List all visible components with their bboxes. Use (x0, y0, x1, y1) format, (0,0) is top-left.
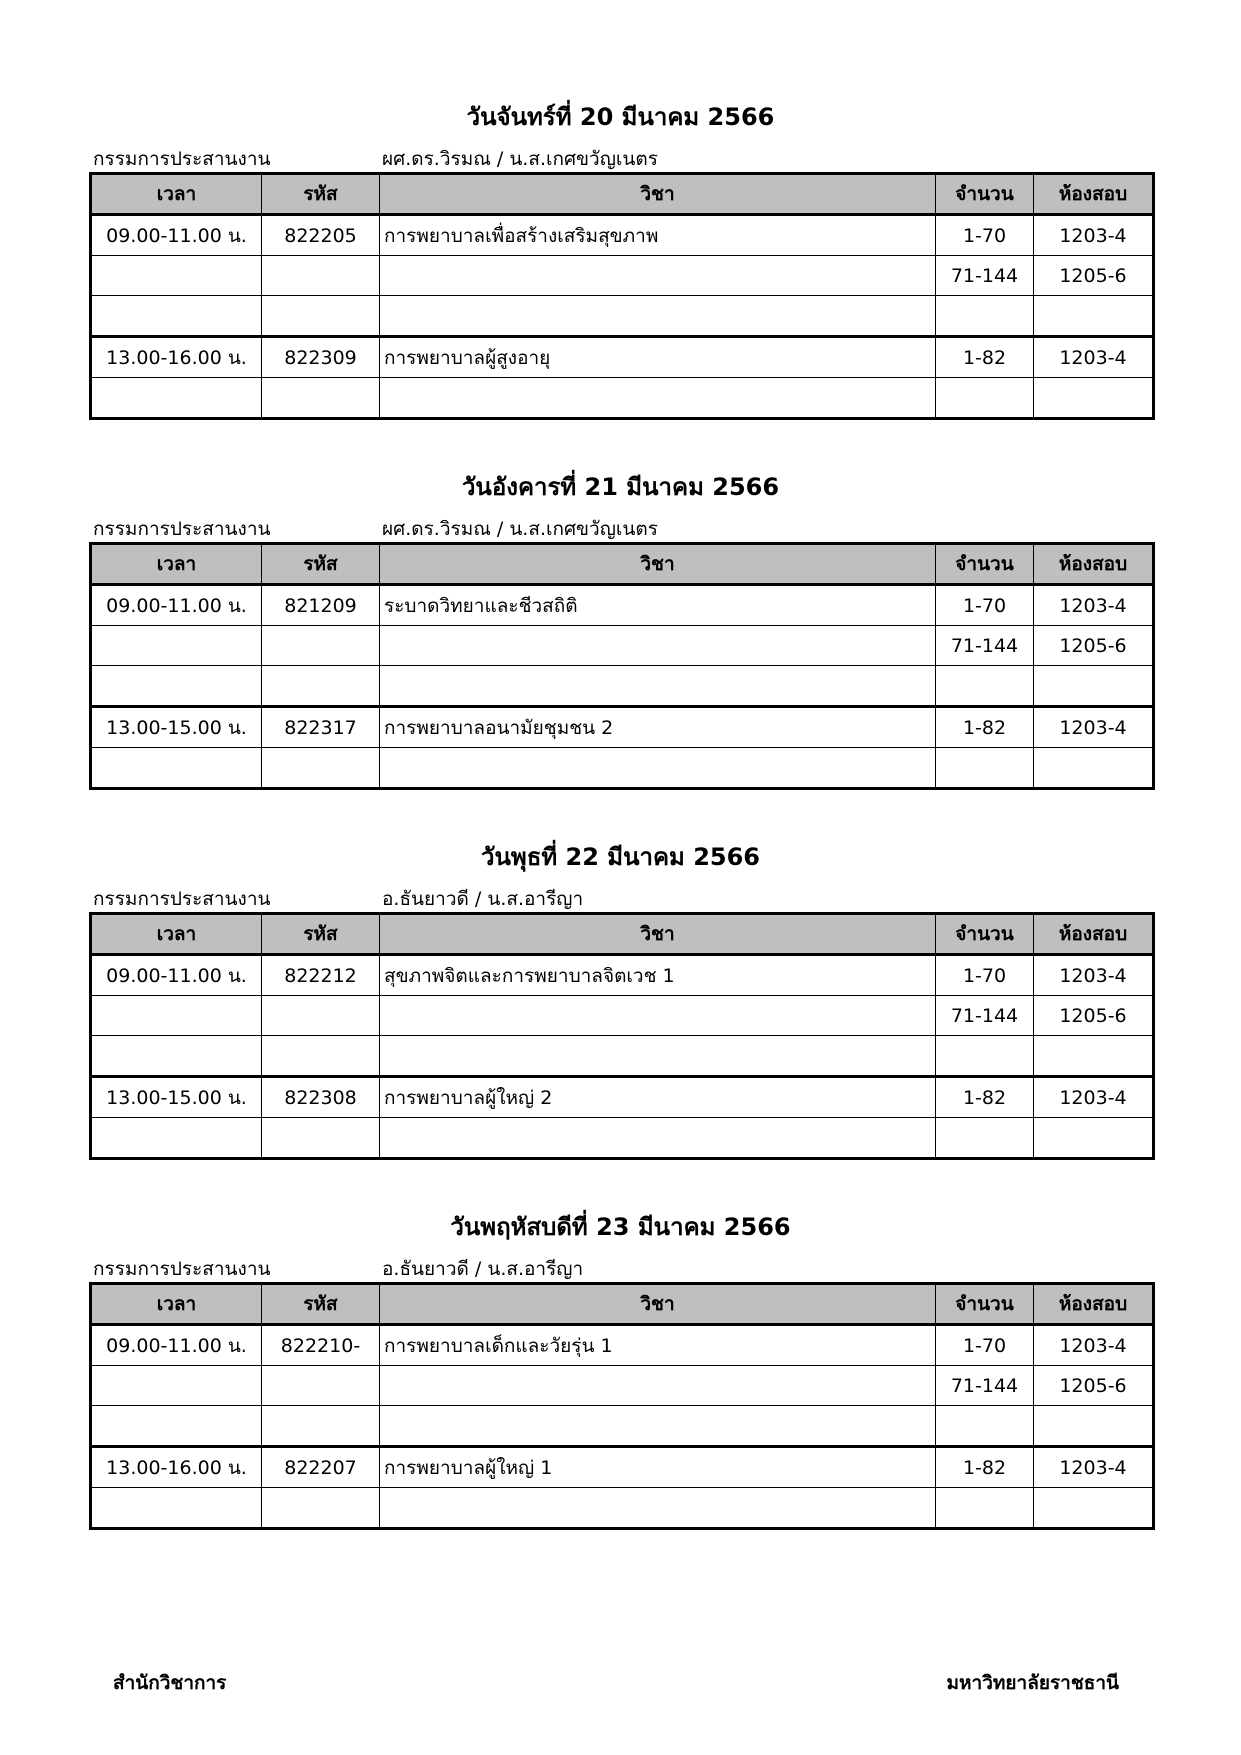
header-subject: วิชา (380, 174, 936, 215)
table-row (91, 626, 1154, 666)
cell-time: 09.00-11.00 น. (91, 1325, 262, 1366)
cell-code: 822210- (262, 1325, 380, 1366)
cell-room (1034, 1488, 1154, 1529)
cell-count: 1-70 (936, 1325, 1034, 1366)
coordinator-label: กรรมการประสานงาน (93, 148, 271, 170)
coordinator-label: กรรมการประสานงาน (93, 888, 271, 910)
header-time: เวลา (91, 544, 262, 585)
day-title: วันจันทร์ที่ 20 มีนาคม 2566 (466, 103, 775, 131)
cell-subject (380, 1036, 936, 1077)
cell-count: 1-82 (936, 1447, 1034, 1488)
cell-time (91, 1406, 262, 1447)
cell-subject: การพยาบาลเพื่อสร้างเสริมสุขภาพ (380, 215, 936, 256)
cell-code (262, 256, 380, 296)
cell-count (936, 1406, 1034, 1447)
exam-table (89, 542, 1155, 790)
cell-code (262, 748, 380, 789)
table-row (91, 748, 1154, 789)
footer-office: สำนักวิชาการ (113, 1672, 227, 1694)
cell-room: 1205-6 (1034, 996, 1154, 1036)
cell-subject (380, 296, 936, 337)
cell-count: 1-70 (936, 215, 1034, 256)
coordinator-line (89, 878, 1152, 912)
cell-time: 09.00-11.00 น. (91, 585, 262, 626)
cell-code (262, 378, 380, 419)
cell-code (262, 1036, 380, 1077)
table-header-row (91, 914, 1154, 955)
cell-time (91, 378, 262, 419)
cell-time: 09.00-11.00 น. (91, 215, 262, 256)
day-title: วันพฤหัสบดีที่ 23 มีนาคม 2566 (450, 1213, 791, 1241)
table-row (91, 1036, 1154, 1077)
header-code: รหัส (262, 544, 380, 585)
cell-room: 1203-4 (1034, 955, 1154, 996)
cell-room (1034, 296, 1154, 337)
header-room: ห้องสอบ (1034, 544, 1154, 585)
header-room: ห้องสอบ (1034, 914, 1154, 955)
cell-subject: การพยาบาลผู้ใหญ่ 2 (380, 1077, 936, 1118)
cell-code (262, 1118, 380, 1159)
cell-subject: ระบาดวิทยาและชีวสถิติ (380, 585, 936, 626)
cell-room (1034, 1118, 1154, 1159)
cell-count (936, 1036, 1034, 1077)
cell-count (936, 1118, 1034, 1159)
cell-time: 13.00-16.00 น. (91, 337, 262, 378)
cell-room (1034, 378, 1154, 419)
day-schedule (89, 96, 1152, 420)
cell-count: 1-70 (936, 955, 1034, 996)
header-count: จำนวน (936, 174, 1034, 215)
coordinator-names: อ.ธันยาวดี / น.ส.อารีญา (382, 1258, 584, 1280)
cell-room: 1205-6 (1034, 626, 1154, 666)
exam-table (89, 1282, 1155, 1530)
table-row (91, 296, 1154, 337)
cell-subject (380, 996, 936, 1036)
table-row (91, 215, 1154, 256)
coordinator-line (89, 1248, 1152, 1282)
coordinator-names: อ.ธันยาวดี / น.ส.อารีญา (382, 888, 584, 910)
cell-subject: การพยาบาลผู้สูงอายุ (380, 337, 936, 378)
coordinator-label: กรรมการประสานงาน (93, 1258, 271, 1280)
cell-code: 821209 (262, 585, 380, 626)
cell-code (262, 996, 380, 1036)
cell-room: 1203-4 (1034, 215, 1154, 256)
cell-code: 822207 (262, 1447, 380, 1488)
cell-count (936, 748, 1034, 789)
cell-time: 09.00-11.00 น. (91, 955, 262, 996)
cell-count: 1-82 (936, 337, 1034, 378)
cell-time: 13.00-16.00 น. (91, 1447, 262, 1488)
cell-code: 822317 (262, 707, 380, 748)
table-row (91, 585, 1154, 626)
cell-time (91, 1488, 262, 1529)
day-title: วันอังคารที่ 21 มีนาคม 2566 (461, 473, 780, 501)
cell-code (262, 626, 380, 666)
header-code: รหัส (262, 914, 380, 955)
table-row (91, 996, 1154, 1036)
table-header-row (91, 544, 1154, 585)
cell-code (262, 296, 380, 337)
cell-count: 1-70 (936, 585, 1034, 626)
cell-time (91, 748, 262, 789)
cell-room (1034, 666, 1154, 707)
header-subject: วิชา (380, 914, 936, 955)
cell-code: 822212 (262, 955, 380, 996)
table-row (91, 666, 1154, 707)
cell-code (262, 1406, 380, 1447)
exam-table (89, 912, 1155, 1160)
cell-code: 822205 (262, 215, 380, 256)
cell-room (1034, 1036, 1154, 1077)
cell-time (91, 296, 262, 337)
cell-subject (380, 666, 936, 707)
cell-subject: การพยาบาลผู้ใหญ่ 1 (380, 1447, 936, 1488)
cell-subject: สุขภาพจิตและการพยาบาลจิตเวช 1 (380, 955, 936, 996)
header-room: ห้องสอบ (1034, 174, 1154, 215)
coordinator-line (89, 138, 1152, 172)
cell-code: 822308 (262, 1077, 380, 1118)
cell-room: 1203-4 (1034, 585, 1154, 626)
table-row (91, 1406, 1154, 1447)
day-title: วันพุธที่ 22 มีนาคม 2566 (480, 843, 760, 871)
cell-room: 1203-4 (1034, 337, 1154, 378)
header-code: รหัส (262, 1284, 380, 1325)
cell-room (1034, 748, 1154, 789)
table-row (91, 378, 1154, 419)
table-row (91, 337, 1154, 378)
header-time: เวลา (91, 1284, 262, 1325)
header-time: เวลา (91, 914, 262, 955)
header-count: จำนวน (936, 914, 1034, 955)
cell-count: 71-144 (936, 996, 1034, 1036)
cell-code (262, 1366, 380, 1406)
cell-room: 1203-4 (1034, 707, 1154, 748)
footer-university: มหาวิทยาลัยราชธานี (946, 1672, 1119, 1694)
coordinator-names: ผศ.ดร.วิรมณ / น.ส.เกศขวัญเนตร (382, 518, 658, 540)
header-count: จำนวน (936, 1284, 1034, 1325)
cell-room: 1205-6 (1034, 256, 1154, 296)
day-schedule (89, 466, 1152, 790)
cell-count: 71-144 (936, 256, 1034, 296)
cell-count: 1-82 (936, 707, 1034, 748)
table-row (91, 707, 1154, 748)
cell-time (91, 666, 262, 707)
header-room: ห้องสอบ (1034, 1284, 1154, 1325)
cell-code: 822309 (262, 337, 380, 378)
cell-time (91, 1118, 262, 1159)
table-row (91, 955, 1154, 996)
cell-code (262, 1488, 380, 1529)
cell-count: 71-144 (936, 1366, 1034, 1406)
header-code: รหัส (262, 174, 380, 215)
table-row (91, 256, 1154, 296)
header-time: เวลา (91, 174, 262, 215)
coordinator-names: ผศ.ดร.วิรมณ / น.ส.เกศขวัญเนตร (382, 148, 658, 170)
cell-subject (380, 256, 936, 296)
cell-subject (380, 626, 936, 666)
day-schedule (89, 836, 1152, 1160)
header-subject: วิชา (380, 544, 936, 585)
header-subject: วิชา (380, 1284, 936, 1325)
cell-time: 13.00-15.00 น. (91, 1077, 262, 1118)
day-schedule (89, 1206, 1152, 1530)
table-header-row (91, 174, 1154, 215)
cell-subject: การพยาบาลเด็กและวัยรุ่น 1 (380, 1325, 936, 1366)
cell-subject: การพยาบาลอนามัยชุมชน 2 (380, 707, 936, 748)
cell-count (936, 1488, 1034, 1529)
table-row (91, 1325, 1154, 1366)
cell-code (262, 666, 380, 707)
cell-time (91, 256, 262, 296)
table-row (91, 1118, 1154, 1159)
cell-room: 1203-4 (1034, 1447, 1154, 1488)
cell-room (1034, 1406, 1154, 1447)
table-row (91, 1447, 1154, 1488)
cell-time (91, 1366, 262, 1406)
cell-time (91, 1036, 262, 1077)
coordinator-label: กรรมการประสานงาน (93, 518, 271, 540)
cell-subject (380, 1406, 936, 1447)
cell-count (936, 378, 1034, 419)
cell-subject (380, 1366, 936, 1406)
cell-subject (380, 748, 936, 789)
cell-count (936, 296, 1034, 337)
cell-subject (380, 1488, 936, 1529)
table-header-row (91, 1284, 1154, 1325)
table-row (91, 1077, 1154, 1118)
coordinator-line (89, 508, 1152, 542)
cell-room: 1203-4 (1034, 1325, 1154, 1366)
cell-time: 13.00-15.00 น. (91, 707, 262, 748)
cell-count: 1-82 (936, 1077, 1034, 1118)
cell-count (936, 666, 1034, 707)
cell-count: 71-144 (936, 626, 1034, 666)
cell-subject (380, 378, 936, 419)
table-row (91, 1366, 1154, 1406)
cell-time (91, 626, 262, 666)
table-row (91, 1488, 1154, 1529)
cell-room: 1205-6 (1034, 1366, 1154, 1406)
header-count: จำนวน (936, 544, 1034, 585)
exam-table (89, 172, 1155, 420)
cell-subject (380, 1118, 936, 1159)
cell-room: 1203-4 (1034, 1077, 1154, 1118)
cell-time (91, 996, 262, 1036)
